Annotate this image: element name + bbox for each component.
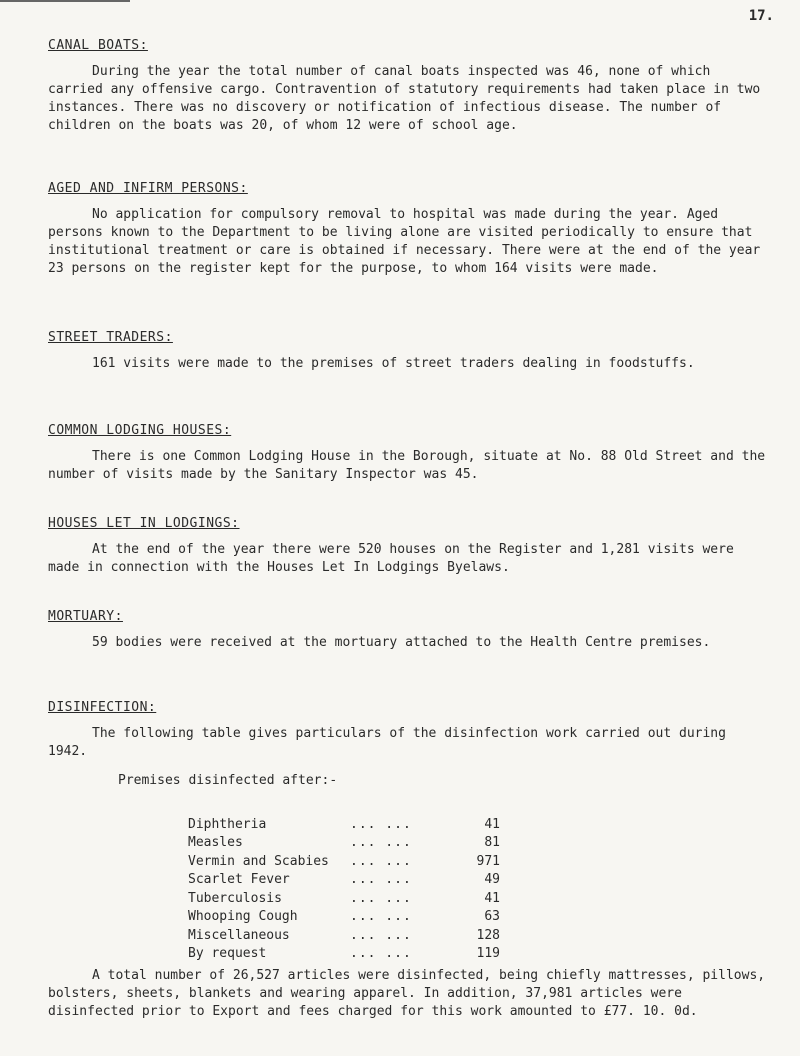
row-condition: Tuberculosis — [188, 890, 282, 906]
heading-canal-boats: CANAL BOATS: — [48, 38, 148, 53]
paragraph-street-traders: 161 visits were made to the premises of street traders dealing in foodstuffs. — [92, 356, 695, 371]
section-houses-let — [48, 516, 768, 577]
row-condition: Miscellaneous — [188, 927, 290, 943]
heading-houses-let: HOUSES LET IN LODGINGS: — [48, 516, 240, 531]
disinfection-table — [188, 815, 500, 963]
section-disinfection-summary — [48, 967, 768, 1021]
top-rule — [0, 0, 130, 2]
row-leader-dots: ... ... — [350, 927, 412, 943]
section-canal-boats — [48, 38, 768, 135]
row-count: 971 — [476, 853, 500, 869]
row-leader-dots: ... ... — [350, 890, 412, 906]
row-leader-dots: ... ... — [350, 853, 412, 869]
table-row — [188, 815, 500, 834]
row-condition: Vermin and Scabies — [188, 853, 329, 869]
table-row — [188, 889, 500, 908]
heading-mortuary: MORTUARY: — [48, 609, 123, 624]
heading-disinfection: DISINFECTION: — [48, 700, 157, 715]
section-street-traders — [48, 330, 768, 373]
page-number: 17. — [748, 8, 774, 24]
heading-street-traders: STREET TRADERS: — [48, 330, 173, 345]
table-row — [188, 926, 500, 945]
row-condition: Scarlet Fever — [188, 872, 290, 888]
table-row — [188, 908, 500, 927]
row-leader-dots: ... ... — [350, 835, 412, 851]
section-mortuary — [48, 609, 768, 652]
paragraph-aged-infirm: No application for compulsory removal to hospital was made during the year. Aged persons known to the Department to be living alone are visited periodically to ensure that institutional treatment or care is obtained if necessary. There were at the end of the year 23 persons on the register kept for the purpose, to whom 164 visits were made. — [48, 207, 761, 276]
table-row — [188, 945, 500, 964]
table-row — [188, 852, 500, 871]
row-count: 81 — [484, 835, 500, 851]
section-disinfection — [48, 700, 768, 761]
paragraph-disinfection: The following table gives particulars of the disinfection work carried out during 1942. — [48, 726, 726, 759]
paragraph-mortuary: 59 bodies were received at the mortuary attached to the Health Centre premises. — [92, 635, 711, 650]
row-condition: Diphtheria — [188, 816, 267, 832]
heading-lodging-houses: COMMON LODGING HOUSES: — [48, 423, 232, 438]
section-lodging-houses — [48, 423, 768, 484]
row-leader-dots: ... ... — [350, 816, 412, 832]
row-condition: Whooping Cough — [188, 909, 298, 925]
paragraph-lodging-houses: There is one Common Lodging House in the Borough, situate at No. 88 Old Street and the number of visits made by the Sanitary Inspector was 45. — [48, 449, 766, 482]
row-count: 128 — [476, 927, 500, 943]
row-leader-dots: ... ... — [350, 872, 412, 888]
row-count: 63 — [484, 909, 500, 925]
row-count: 41 — [484, 890, 500, 906]
section-aged-infirm — [48, 181, 768, 278]
paragraph-canal-boats: During the year the total number of canal boats inspected was 46, none of which carried any offensive cargo. Contravention of statutory requirements had taken place in two instances. There was no discovery or notification of infectious disease. The number of children on the boats was 20, of whom 12 were of school age. — [48, 64, 761, 133]
table-caption: Premises disinfected after:- — [118, 773, 338, 788]
table-row — [188, 834, 500, 853]
paragraph-disinfection-summary: A total number of 26,527 articles were disinfected, being chiefly mattresses, pillows, bolsters, sheets, blankets and wearing apparel. In addition, 37,981 articles were disinfected prior to Export and fees charged for this work amounted to £77. 10. 0d. — [48, 968, 766, 1019]
paragraph-houses-let: At the end of the year there were 520 houses on the Register and 1,281 visits were made in connection with the Houses Let In Lodgings Byelaws. — [48, 542, 734, 575]
heading-aged-infirm: AGED AND INFIRM PERSONS: — [48, 181, 248, 196]
table-row — [188, 871, 500, 890]
row-count: 49 — [484, 872, 500, 888]
row-count: 119 — [476, 946, 500, 962]
row-leader-dots: ... ... — [350, 909, 412, 925]
row-condition: By request — [188, 946, 267, 962]
row-condition: Measles — [188, 835, 243, 851]
row-count: 41 — [484, 816, 500, 832]
row-leader-dots: ... ... — [350, 946, 412, 962]
